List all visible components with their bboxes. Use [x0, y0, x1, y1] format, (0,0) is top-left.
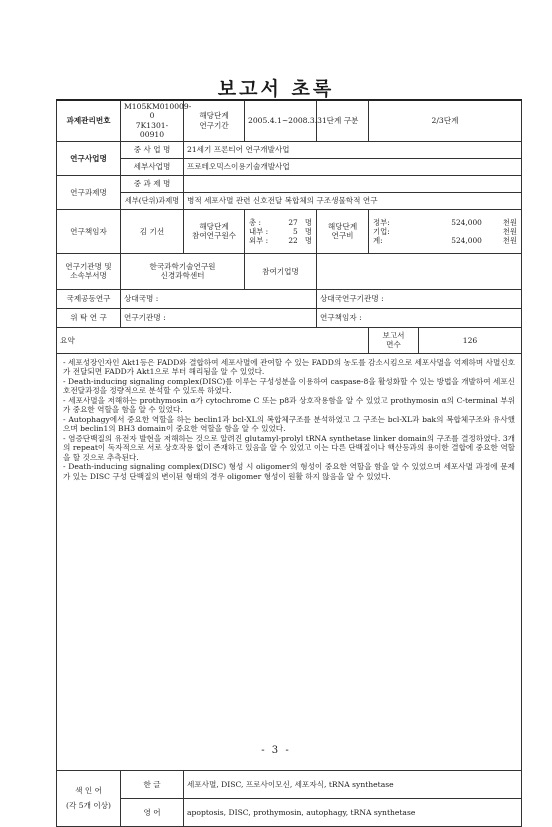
participant-label-2: 참여연구원수: [191, 231, 236, 241]
international-label: 국제공동연구: [57, 289, 121, 308]
commission-institution: [121, 308, 317, 327]
summary-paragraph: - 세포성장인자인 Akt1등은 FADD와 결합하여 세포사멸에 관여할 수 있는 FADD의 농도를 감소시킴으로 세포사멸을 억제하며 사멸신호가 전달되면 FADD가 Akt1으로 부터 해리됨을 알 수 있었다.: [63, 357, 515, 377]
institution-label-1: 연구기관명 및: [65, 261, 112, 271]
abstract-table: [56, 99, 522, 827]
summary-paragraph: - 세포사멸을 저해하는 prothymosin α가 cytochrome C 또는 p8과 상호작용함을 알 수 있었고 prothymosin α의 C-terminal 부위가 중요한 역할을 함을 알 수 있었다.: [63, 395, 515, 415]
stage-value: 2/3단계: [369, 100, 522, 141]
institution-name: [121, 253, 245, 289]
fund-table: [372, 218, 518, 246]
project-label: 연구과제명: [57, 175, 121, 209]
total-value: 27: [288, 217, 298, 227]
project-no-label: 과제관리번호: [57, 100, 121, 141]
institution-label: [57, 253, 121, 289]
project-main-value: [184, 175, 522, 192]
company-fund-unit: 천원: [502, 226, 517, 236]
external-label: 외부 :: [249, 236, 269, 246]
summary-paragraph: - Autophagy에서 중요한 역할을 하는 beclin1과 bcl-XL의 복합체구조를 분석하였고 그 구조는 bcl-XL과 bak의 복합체구조와 유사했으며 beclin1의 BH3 domain이 중요한 역할을 함을 알 수 있었다.: [63, 414, 515, 434]
report-pages-label-1: 보고서: [382, 330, 405, 340]
partner-country-label: 상대국명 :: [124, 294, 159, 304]
commission-institution-label: 연구기관명 :: [124, 313, 166, 323]
project-sub-label: 세부(단위)과제명: [121, 192, 184, 209]
project-no-1: M105KM010009-0: [124, 102, 192, 121]
partner-country: [121, 289, 317, 308]
internal-label: 내부 :: [249, 226, 269, 236]
fund-label-1: 해당단계: [327, 221, 358, 231]
participant-counts: [245, 209, 317, 253]
business-main-label: 중 사 업 명: [121, 141, 184, 158]
project-sub-value: 병적 세포사멸 관련 신호전달 복합체의 구조생물학적 연구: [184, 192, 522, 209]
fund-label: [317, 209, 369, 253]
participating-company-label: 참여기업명: [245, 253, 317, 289]
external-unit: 명: [304, 236, 312, 246]
business-main-value: 21세기 프론티어 연구개발사업: [184, 141, 522, 158]
page-number: - 3 -: [261, 745, 291, 756]
gov-label: 정부:: [373, 217, 390, 227]
commission-head: [317, 308, 522, 327]
period-label: [184, 100, 245, 141]
partner-institution: [317, 289, 522, 308]
internal-value: 5: [293, 226, 298, 236]
summary-paragraph: - 염증단백질의 유전자 발현을 저해하는 것으로 알려진 glutamyl-prolyl tRNA synthetase linker domain의 구조를 결정하였다. 3개의 repeat이 독자적으로 서로 상호작용 없이 존재하고 있음을 알 수 있었고 이는 다른 단백질이나 핵산등과의 용이한 결합에 중요한 역할을 할 것으로 추측된다.: [63, 433, 515, 462]
summary-body: [57, 353, 522, 770]
sum-value: 524,000: [451, 236, 482, 246]
gov-value: 524,000: [451, 217, 482, 227]
keywords-korean-value: 세포사멸, DISC, 프로사이모신, 세포자식, tRNA synthetase: [184, 770, 522, 798]
company-fund-label: 기업:: [373, 226, 390, 236]
project-no-2: 7K1301-00910: [135, 120, 169, 140]
commission-head-label: 연구책임자 :: [320, 313, 362, 323]
researcher-name: 김 기선: [121, 209, 184, 253]
business-sub-value: 프로테오믹스이용기술개발사업: [184, 158, 522, 175]
fund-values: [369, 209, 522, 253]
project-main-label: 중 과 제 명: [121, 175, 184, 192]
sum-label: 계:: [373, 236, 383, 246]
summary-paragraph: - Death-inducing signaling complex(DISC)를 이루는 구성성분을 이용하여 caspase-8을 활성화할 수 있는 방법을 개발하여 세포신호전달과정을 정량적으로 분석할 수 있도록 하였다.: [63, 376, 515, 396]
internal-unit: 명: [304, 226, 312, 236]
period-label-1: 해당단계: [199, 111, 229, 121]
report-pages-value: 126: [419, 327, 522, 353]
researcher-label: 연구책임자: [57, 209, 121, 253]
summary-label: 요약: [57, 327, 369, 353]
institution-name-1: 한국과학기술연구원: [149, 261, 216, 271]
total-unit: 명: [304, 217, 312, 227]
institution-label-2: 소속부서명: [70, 271, 107, 281]
keywords-label: [57, 770, 121, 826]
period-label-2: 연구기간: [199, 120, 229, 130]
business-sub-label: 세부사업명: [121, 158, 184, 175]
keywords-english-value: apoptosis, DISC, prothymosin, autophagy, tRNA synthetase: [184, 798, 522, 826]
partner-institution-label: 상대국연구기관명 :: [320, 294, 384, 304]
document-title: 보고서 초록: [217, 78, 335, 100]
report-pages-label-2: 면수: [386, 340, 401, 350]
company-fund-value: [413, 227, 483, 236]
external-value: 22: [288, 236, 298, 246]
participant-count-table: [248, 218, 313, 246]
period-value: 2005.4.1~2008.3.31: [245, 100, 317, 141]
keywords-english-label: 영 어: [121, 798, 184, 826]
sum-unit: 천원: [502, 236, 517, 246]
keywords-label-2: (각 5개 이상): [66, 801, 111, 811]
summary-paragraph: - Death-inducing signaling complex(DISC) 형성 시 oligomer의 형성이 중요한 역할을 함을 알 수 있었으며 세포사멸 과정에 문제가 있는 DISC 구성 단백질의 변이된 형태의 경우 oligomer 형성이 원활 하지 않음을 알 수 있었다.: [63, 462, 515, 481]
project-no-value: [121, 100, 192, 141]
keywords-korean-label: 한 글: [121, 770, 184, 798]
institution-name-2: 신경과학센터: [160, 271, 205, 281]
commission-label: 위 탁 연 구: [57, 308, 121, 327]
gov-unit: 천원: [502, 217, 517, 227]
business-label: 연구사업명: [57, 141, 121, 175]
total-label: 총 :: [249, 217, 261, 227]
report-pages-label: [369, 327, 419, 353]
fund-label-2: 연구비: [331, 231, 354, 241]
stage-label: 단계 구분: [317, 100, 369, 141]
participant-count-label: [184, 209, 245, 253]
keywords-label-1: 색 인 어: [75, 785, 102, 795]
participant-label-1: 해당단계: [199, 221, 229, 231]
participating-company-value: [317, 253, 522, 289]
